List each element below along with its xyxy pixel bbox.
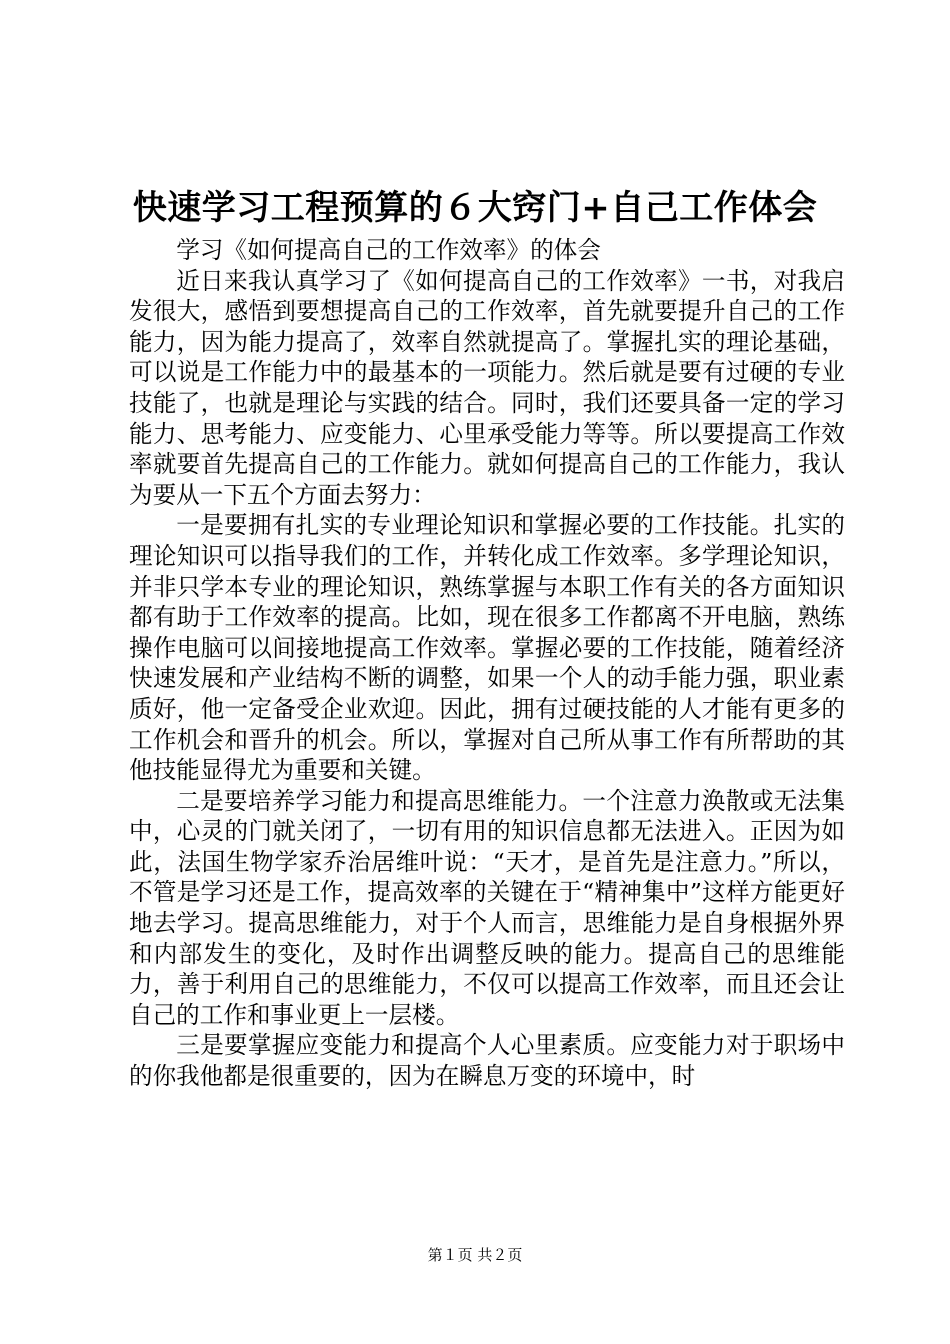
- body-paragraph: 近日来我认真学习了《如何提高自己的工作效率》一书，对我启发很大，感悟到要想提高自己的工作效率，首先就要提升自己的工作能力，因为能力提高了，效率自然就提高了。掌握扎实的理论基础，可以说是工作能力中的最基本的一项能力。然后就是要有过硬的专业技能了，也就是理论与实践的结合。同时，我们还要具备一定的学习能力、思考能力、应变能力、心里承受能力等等。所以要提高工作效率就要首先提高自己的工作能力。就如何提高自己的工作能力，我认为要从一下五个方面去努力：: [129, 266, 845, 509]
- body-paragraph: 三是要掌握应变能力和提高个人心里素质。应变能力对于职场中的你我他都是很重要的，因为在瞬息万变的环境中，时: [129, 1031, 845, 1091]
- document-body: [129, 235, 845, 1092]
- body-paragraph: 一是要拥有扎实的专业理论知识和掌握必要的工作技能。扎实的理论知识可以指导我们的工作，并转化成工作效率。多学理论知识，并非只学本专业的理论知识，熟练掌握与本职工作有关的各方面知识都有助于工作效率的提高。比如，现在很多工作都离不开电脑，熟练操作电脑可以间接地提高工作效率。掌握必要的工作技能，随着经济快速发展和产业结构不断的调整，如果一个人的动手能力强，职业素质好，他一定备受企业欢迎。因此，拥有过硬技能的人才能有更多的工作机会和晋升的机会。所以，掌握对自己所从事工作有所帮助的其他技能显得尤为重要和关键。: [129, 511, 845, 785]
- subtitle-paragraph: 学习《如何提高自己的工作效率》的体会: [176, 236, 601, 264]
- page-footer: 第１页 共２页: [427, 1246, 523, 1264]
- body-paragraph: 二是要培养学习能力和提高思维能力。一个注意力涣散或无法集中，心灵的门就关闭了，一切有用的知识信息都无法进入。正因为如此，法国生物学家乔治居维叶说：“天才，是首先是注意力。”所以，不管是学习还是工作，提高效率的关键在于“精神集中”这样方能更好地去学习。提高思维能力，对于个人而言，思维能力是自身根据外界和内部发生的变化，及时作出调整反映的能力。提高自己的思维能力，善于利用自己的思维能力，不仅可以提高工作效率，而且还会让自己的工作和事业更上一层楼。: [129, 786, 845, 1029]
- document-title: 快速学习工程预算的６大窍门+自己工作体会: [132, 188, 818, 228]
